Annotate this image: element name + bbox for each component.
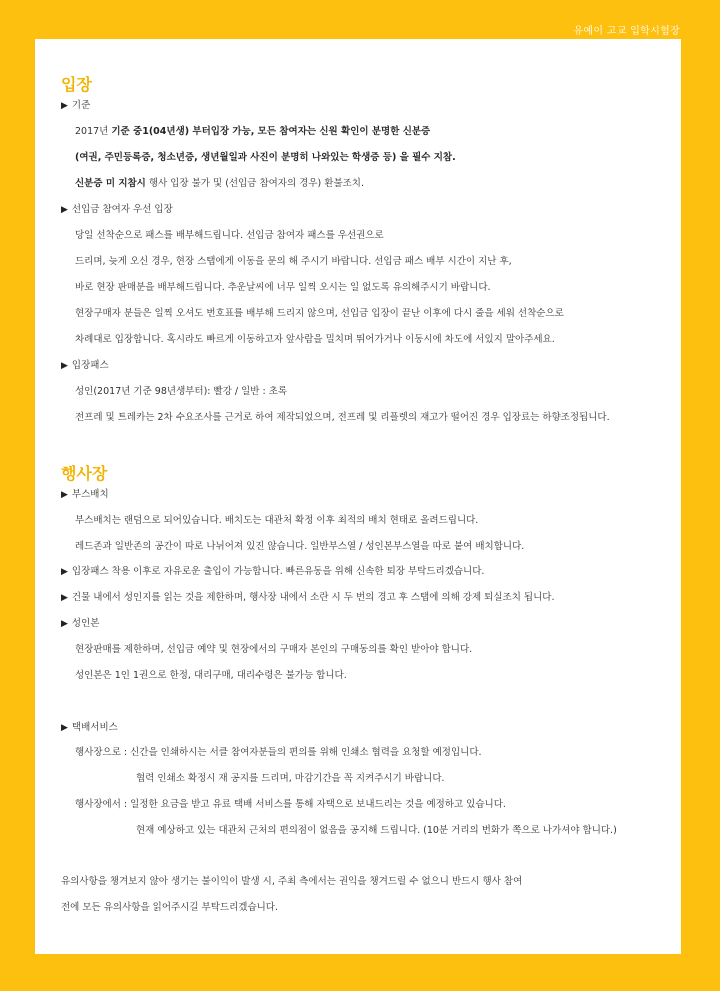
adult-line: 현장판매를 제한하며, 선입금 예약 및 현장에서의 구매자 본인의 구매동의를 확인 받아야 합니다. — [75, 644, 473, 655]
right-triangle-icon: ▶ — [61, 619, 68, 629]
criteria-line-3: 신분증 미 지참시 행사 입장 불가 및 (선입금 참여자의 경우) 환불조치. — [75, 178, 364, 189]
right-triangle-icon: ▶ — [61, 205, 68, 215]
footer-note: 유의사항을 챙겨보지 않아 생기는 불이익이 발생 시, 주최 측에서는 권익을 챙겨드릴 수 없으니 반드시 행사 참여 — [61, 876, 523, 887]
entrance-title: 입장 — [61, 75, 92, 94]
pass-line: 성인(2017년 기준 98년생부터): 빨강 / 일반 : 초록 — [75, 386, 288, 397]
booth-line: 부스배치는 랜덤으로 되어있습니다. 배치도는 대관처 확정 이후 최적의 배치 현태로 올려드립니다. — [75, 515, 479, 526]
right-triangle-icon: ▶ — [61, 361, 68, 371]
delivery-line: 행사장으로 : 신간을 인쇄하시는 서클 참여자분들의 편의를 위해 인쇄소 협력을 요청할 예정입니다. — [75, 747, 482, 758]
pass-heading: ▶ 입장패스 — [61, 360, 109, 371]
booth-heading: ▶ 부스배치 — [61, 489, 109, 500]
criteria-line-2: (여권, 주민등록증, 청소년증, 생년월일과 사진이 분명히 나와있는 학생증 등) 을 필수 지참. — [75, 152, 456, 163]
notice-card — [35, 39, 681, 954]
prepay-line: 당일 선착순으로 패스를 배부해드립니다. 선입금 참여자 패스를 우선권으로 — [75, 230, 384, 241]
pass-line: 전프레 및 트레카는 2차 수요조사를 근거로 하여 제작되었으며, 전프레 및 리플렛의 재고가 떨어진 경우 입장료는 하향조정됩니다. — [75, 412, 610, 423]
right-triangle-icon: ▶ — [61, 723, 68, 733]
right-triangle-icon: ▶ — [61, 490, 68, 500]
right-triangle-icon: ▶ — [61, 593, 68, 603]
prepay-line: 차례대로 입장합니다. 혹시라도 빠르게 이동하고자 앞사람을 밀치며 뛰어가거나 이동시에 차도에 서있지 말아주세요. — [75, 334, 555, 345]
prepay-line: 바로 현장 판매분을 배부해드립니다. 추운날씨에 너무 일찍 오시는 일 없도록 유의해주시기 바랍니다. — [75, 282, 491, 293]
reentry-note: ▶ 입장패스 착용 이후로 자유로운 출입이 가능합니다. 빠른유동을 위해 신속한 퇴장 부탁드리겠습니다. — [61, 566, 485, 577]
footer-note: 전에 모든 유의사항을 읽어주시길 부탁드리겠습니다. — [61, 902, 278, 913]
adult-heading: ▶ 성인본 — [61, 618, 100, 629]
adult-line: 성인본은 1인 1권으로 한정, 대리구매, 대리수령은 불가능 합니다. — [75, 670, 347, 681]
delivery-line: 협력 인쇄소 확정시 재 공지를 드리며, 마감기간을 꼭 지켜주시기 바랍니다. — [136, 773, 445, 784]
booth-line: 레드존과 일반존의 공간이 따로 나뉘어져 있진 않습니다. 일반부스열 / 성인본부스열을 따로 붙여 배치합니다. — [75, 541, 525, 552]
delivery-heading: ▶ 택배서비스 — [61, 722, 118, 733]
delivery-line: 현재 예상하고 있는 대관처 근처의 편의점이 없음을 공지해 드립니다. (10분 거리의 번화가 쪽으로 나가셔야 합니다.) — [136, 825, 617, 836]
criteria-line-1: 2017년 기준 중1(04년생) 부터입장 가능, 모든 참여자는 신원 확인이 분명한 신분증 — [75, 126, 431, 137]
prepay-line: 드리며, 늦게 오신 경우, 현장 스탭에게 이동을 문의 해 주시기 바랍니다. 선입금 패스 배부 시간이 지난 후, — [75, 256, 512, 267]
conduct-rule: ▶ 건물 내에서 성인지를 읽는 것을 제한하며, 행사장 내에서 소란 시 두 번의 경고 후 스탭에 의해 강제 퇴실조치 됩니다. — [61, 592, 555, 603]
right-triangle-icon: ▶ — [61, 567, 68, 577]
criteria-heading: ▶ 기준 — [61, 100, 91, 111]
delivery-line: 행사장에서 : 일정한 요금을 받고 유료 택배 서비스를 통해 자택으로 보내드리는 것을 예정하고 있습니다. — [75, 799, 506, 810]
prepay-line: 현장구매자 분들은 일찍 오셔도 번호표를 배부해 드리지 않으며, 선입금 입장이 끝난 이후에 다시 줄을 세워 선착순으로 — [75, 308, 564, 319]
right-triangle-icon: ▶ — [61, 101, 68, 111]
organizer-name: 유예이 고교 입학시험장 — [573, 26, 680, 37]
venue-title: 행사장 — [61, 464, 108, 483]
prepay-heading: ▶ 선입금 참여자 우선 입장 — [61, 204, 173, 215]
